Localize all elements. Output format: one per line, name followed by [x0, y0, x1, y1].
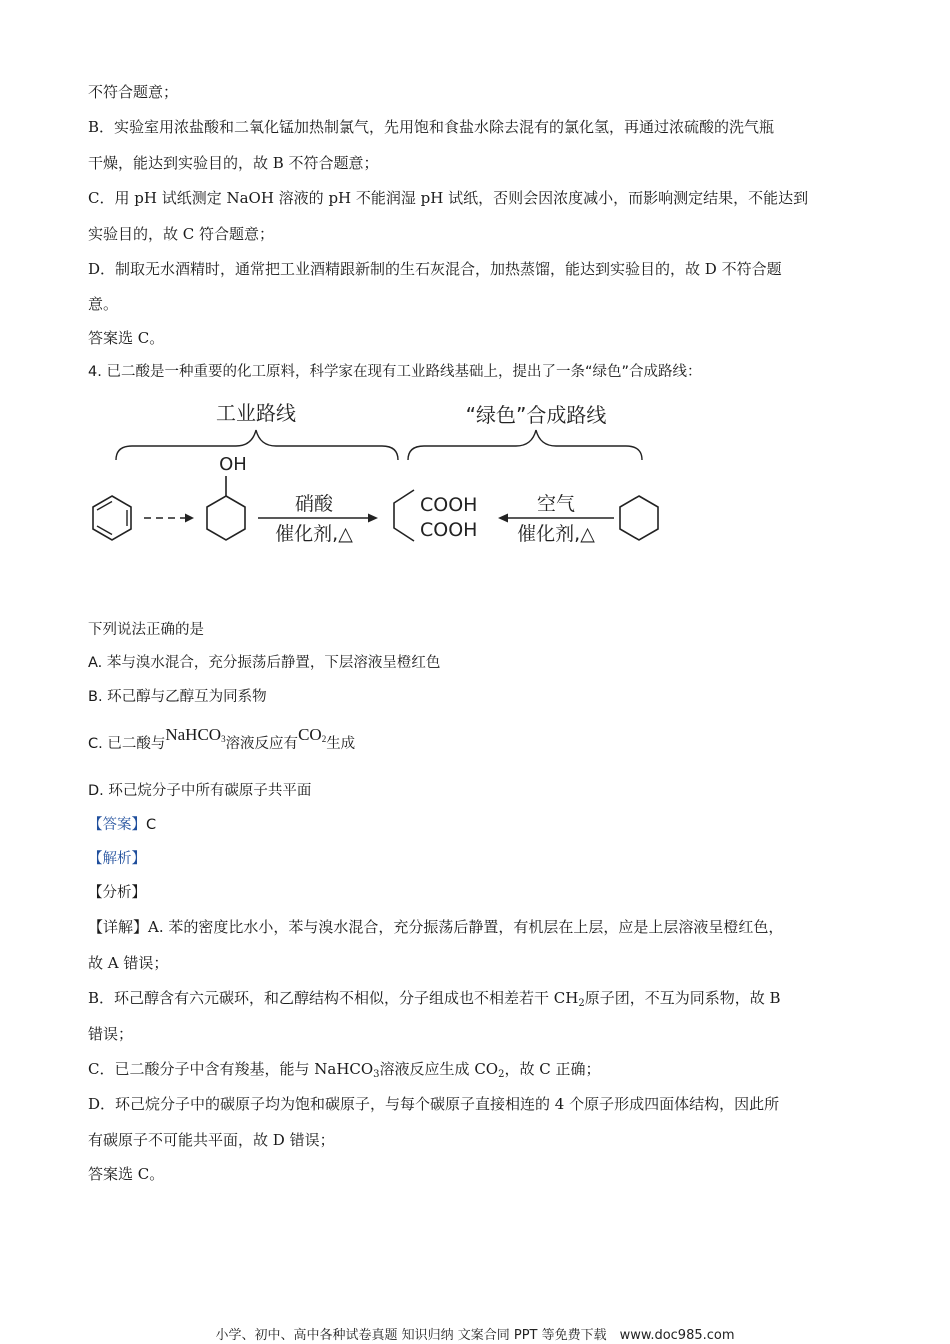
page-footer: 小学、初中、高中各种试卷真题 知识归纳 文案合同 PPT 等免费下载 www.doc985.com — [215, 1328, 735, 1343]
formula-nahco3: NaHCO$_3$ — [165, 725, 226, 744]
text-line: C．用 pH 试纸测定 NaOH 溶液的 pH 不能润湿 pH 试纸，否则会因浓度减小，而影响测定结果，不能达到 — [88, 189, 809, 207]
option-c-text: 生成 — [326, 736, 356, 752]
reagent-catalyst-heat-1: 催化剂,△ — [275, 523, 353, 545]
explanation-line: C．已二酸分子中含有羧基，能与 NaHCO$_3$溶液反应生成 $CO_2$，故 C 正确； — [88, 1060, 601, 1080]
reagent-nitric-acid: 硝酸 — [294, 493, 334, 515]
fenxi-tag: 【分析】 — [88, 885, 146, 901]
cyclohexane-structure — [620, 496, 658, 540]
answer-value: C — [146, 817, 157, 833]
reagent-catalyst-heat-2: 催化剂,△ — [517, 523, 595, 545]
explanation-line: B．环己醇含有六元碳环，和乙醇结构不相似，分子组成也不相差若干 $CH_2$原子团，不互为同系物，故 B — [88, 989, 781, 1009]
cooh-label: COOH — [420, 519, 478, 541]
reagent-air: 空气 — [536, 493, 576, 515]
question-4-title: 4. 已二酸是一种重要的化工原料，科学家在现有工业路线基础上，提出了一条“绿色”合成路线： — [88, 364, 702, 380]
benzene-structure — [93, 496, 131, 540]
text-line: 不符合题意； — [88, 83, 179, 101]
explanation-line: 错误； — [88, 1025, 134, 1043]
text-line: 答案选 C。 — [88, 329, 165, 347]
option-c-text: C. 已二酸与 — [88, 736, 166, 752]
option-c — [88, 725, 356, 757]
cooh-label: COOH — [420, 494, 478, 516]
industrial-route-label: 工业路线 — [216, 401, 296, 425]
question-stem: 下列说法正确的是 — [88, 622, 204, 638]
text-line: D．制取无水酒精时，通常把工业酒精跟新制的生石灰混合，加热蒸馏，能达到实验目的，故 D 不符合题 — [88, 260, 782, 278]
explanation-line: 故 A 错误； — [88, 954, 169, 972]
green-route-label: “绿色”合成路线 — [465, 403, 607, 427]
option-a: A. 苯与溴水混合，充分振荡后静置，下层溶液呈橙红色 — [88, 655, 441, 671]
formula-co2: $CO_2$ — [298, 725, 327, 744]
text-line: 意。 — [88, 295, 119, 313]
option-c-text: 溶液反应有 — [225, 736, 299, 752]
industrial-route-brace — [116, 430, 398, 460]
option-d: D. 环己烷分子中所有碳原子共平面 — [88, 783, 312, 799]
text-line: 实验目的，故 C 符合题意； — [88, 225, 275, 243]
option-b: B. 环己醇与乙醇互为同系物 — [88, 689, 267, 705]
answer-line — [88, 815, 156, 835]
cyclohexanol-structure — [207, 454, 247, 540]
text-line: B．实验室用浓盐酸和二氧化锰加热制氯气，先用饱和食盐水除去混有的氯化氢，再通过浓硫酸的洗气瓶 — [88, 118, 775, 136]
green-route-brace — [408, 430, 642, 460]
synthesis-route-diagram — [86, 392, 666, 552]
explanation-line: D．环己烷分子中的碳原子均为饱和碳原子，与每个碳原子直接相连的 4 个原子形成四面体结构，因此所 — [88, 1095, 780, 1113]
oh-label: OH — [219, 454, 247, 475]
adipic-acid-structure — [394, 490, 477, 541]
text-line: 干燥，能达到实验目的，故 B 不符合题意； — [88, 154, 379, 172]
explanation-line: 有碳原子不可能共平面，故 D 错误； — [88, 1131, 335, 1149]
explanation-line: 答案选 C。 — [88, 1165, 165, 1183]
explanation-line: 【详解】A. 苯的密度比水小，苯与溴水混合，充分振荡后静置，有机层在上层，应是上层溶液呈橙红色， — [88, 918, 784, 936]
answer-tag: 【答案】 — [88, 817, 146, 833]
analysis-tag: 【解析】 — [88, 851, 146, 867]
